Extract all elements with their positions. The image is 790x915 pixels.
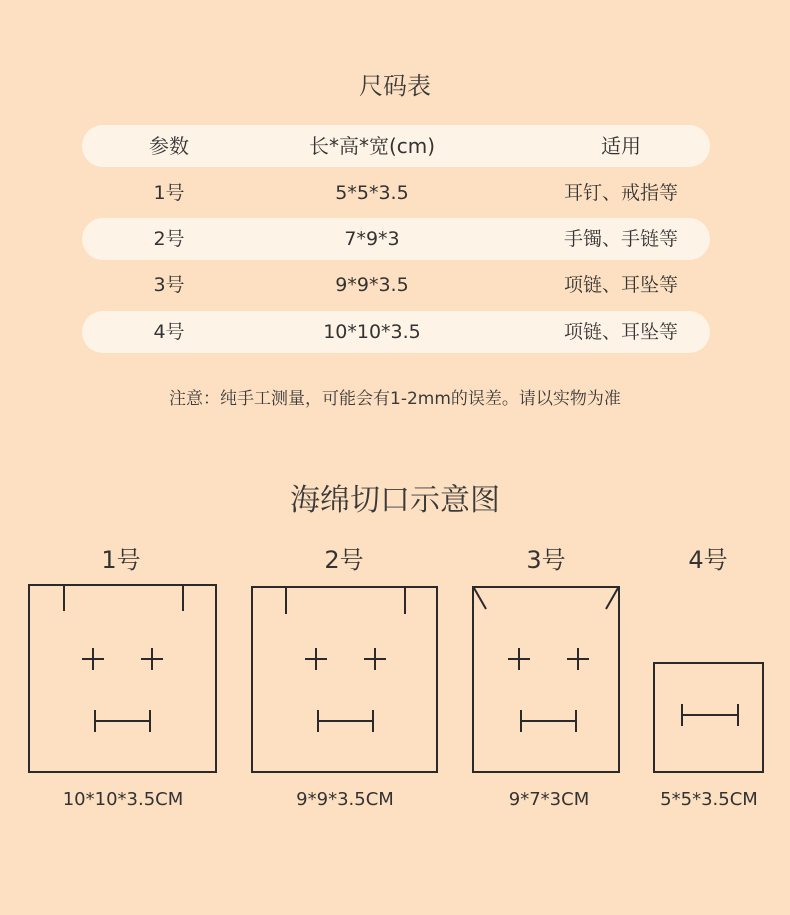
table-cell-usage: 项链、耳坠等 bbox=[563, 321, 678, 343]
header-cell-dimensions: 长*高*宽(cm) bbox=[308, 134, 436, 158]
diagram-label-1: 1号 bbox=[101, 546, 141, 574]
diagram-label-3: 3号 bbox=[526, 546, 566, 574]
sponge-box-4 bbox=[654, 663, 763, 772]
diagram-size-1: 10*10*3.5CM bbox=[62, 789, 184, 810]
table-cell-dimensions: 7*9*3 bbox=[344, 228, 400, 250]
table-cell-dimensions: 5*5*3.5 bbox=[335, 182, 409, 204]
header-cell-param: 参数 bbox=[149, 134, 189, 158]
header-cell-usage: 适用 bbox=[601, 134, 641, 158]
diagram-size-2: 9*9*3.5CM bbox=[296, 789, 394, 810]
table-cell-usage: 手镯、手链等 bbox=[563, 228, 678, 250]
table-cell-size: 1号 bbox=[153, 182, 185, 204]
measurement-note: 注意：纯手工测量，可能会有1-2mm的误差。请以实物为准 bbox=[169, 389, 621, 409]
diagram-label-2: 2号 bbox=[324, 546, 364, 574]
diagram-size-3: 9*7*3CM bbox=[508, 789, 590, 810]
table-cell-size: 4号 bbox=[153, 321, 185, 343]
diagram-label-4: 4号 bbox=[688, 546, 728, 574]
table-cell-usage: 项链、耳坠等 bbox=[563, 274, 678, 296]
sponge-box-1 bbox=[29, 585, 216, 772]
table-cell-size: 3号 bbox=[153, 274, 185, 296]
table-cell-usage: 耳钉、戒指等 bbox=[563, 182, 678, 204]
diagram-title: 海绵切口示意图 bbox=[290, 483, 500, 518]
table-cell-dimensions: 9*9*3.5 bbox=[335, 274, 409, 296]
table-cell-dimensions: 10*10*3.5 bbox=[323, 321, 421, 343]
sponge-box-3 bbox=[473, 587, 619, 772]
diagram-size-4: 5*5*3.5CM bbox=[660, 789, 758, 810]
sponge-box-2 bbox=[252, 587, 437, 772]
table-cell-size: 2号 bbox=[153, 228, 185, 250]
size-table-title: 尺码表 bbox=[359, 72, 431, 100]
